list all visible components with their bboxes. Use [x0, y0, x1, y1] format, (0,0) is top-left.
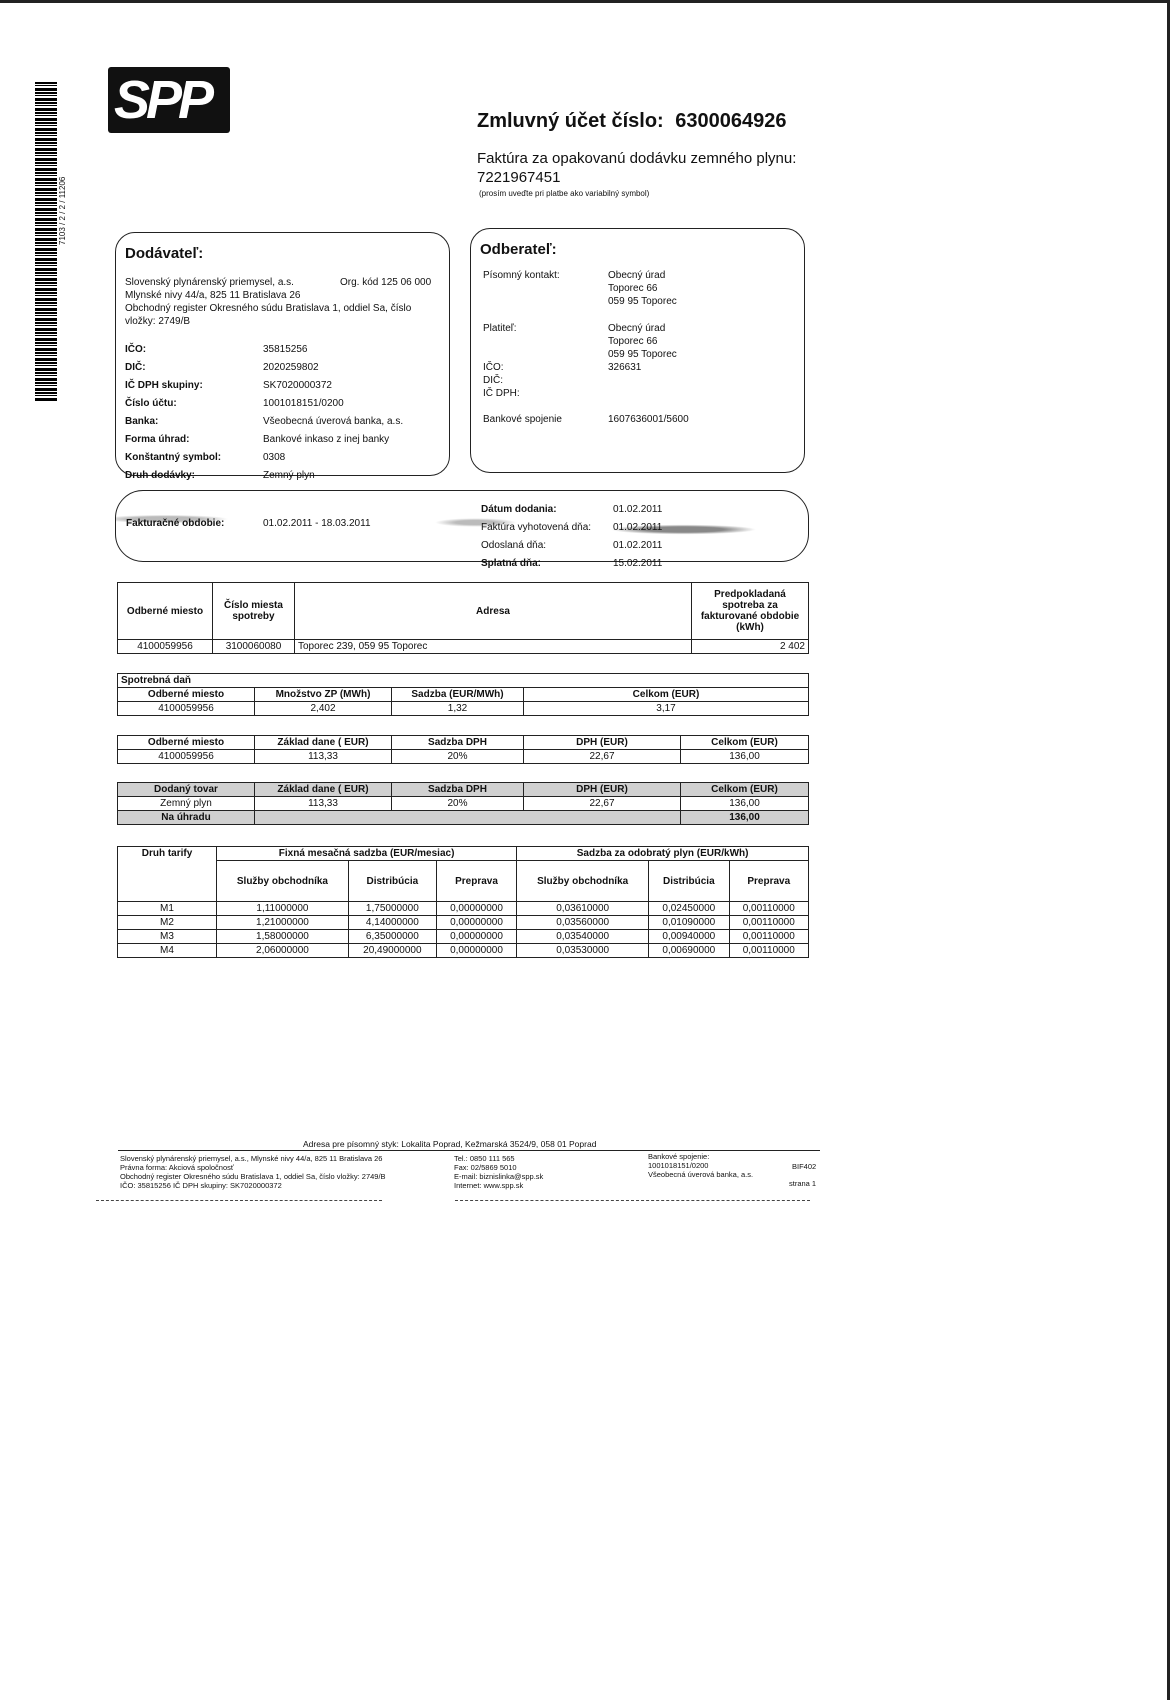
- table-cell: 20%: [392, 797, 524, 811]
- table-cell: 113,33: [255, 750, 392, 764]
- dic-label: DIČ:: [483, 375, 503, 386]
- field-value: 1001018151/0200: [263, 398, 344, 409]
- date-row: [481, 553, 662, 571]
- vat-table: [117, 735, 809, 764]
- table-header-row: [118, 783, 809, 797]
- table-cell: 0,03540000: [517, 930, 649, 944]
- bank-value: 1607636001/5600: [608, 414, 689, 425]
- column-header: DPH (EUR): [524, 736, 681, 750]
- payer-line: Toporec 66: [608, 336, 658, 347]
- table-title-row: [118, 674, 809, 688]
- column-header: Číslo miesta spotreby: [213, 583, 295, 640]
- supplier-field: [125, 447, 403, 465]
- field-value: 0308: [263, 452, 286, 463]
- contact-block: [608, 269, 677, 308]
- date-value: 01.02.2011: [613, 522, 663, 533]
- field-label: IČ DPH skupiny:: [125, 380, 203, 391]
- table-cell: 0,01090000: [649, 916, 729, 930]
- logo-text: SPP: [114, 70, 211, 130]
- bank-label: Bankové spojenie: [483, 414, 562, 425]
- supplier-fields: [125, 339, 403, 483]
- invoice-number: 7221967451: [477, 169, 561, 186]
- table-cell: 2,06000000: [217, 944, 349, 958]
- total-value: 136,00: [681, 811, 809, 825]
- table-cell: 22,67: [524, 750, 681, 764]
- total-spacer: [255, 811, 681, 825]
- footer-line: Právna forma: Akciová spoločnosť: [120, 1163, 234, 1172]
- footer-bottom-rule: [455, 1200, 810, 1201]
- icdph-label: IČ DPH:: [483, 388, 520, 399]
- supplier-line2: Mlynské nivy 44/a, 825 11 Bratislava 26: [125, 290, 301, 301]
- footer-line: 1001018151/0200: [648, 1161, 709, 1170]
- column-header: DPH (EUR): [524, 783, 681, 797]
- column-header: Odberné miesto: [118, 583, 213, 640]
- table-subheader-row: [118, 861, 809, 902]
- table-cell: 6,35000000: [348, 930, 436, 944]
- customer-box: [470, 228, 805, 473]
- table-cell: 0,00000000: [436, 902, 516, 916]
- supplier-field: [125, 411, 403, 429]
- supplier-field: [125, 375, 403, 393]
- group-header: Sadzba za odobratý plyn (EUR/kWh): [517, 847, 809, 861]
- field-label: Forma úhrad:: [125, 434, 190, 445]
- excise-table: [117, 673, 809, 716]
- table-cell: 0,03560000: [517, 916, 649, 930]
- table-cell: 1,11000000: [217, 902, 349, 916]
- column-header: Odberné miesto: [118, 736, 255, 750]
- table-title: Spotrebná daň: [118, 674, 809, 688]
- table-cell: 136,00: [681, 797, 809, 811]
- footer-page: strana 1: [789, 1179, 817, 1188]
- field-value: SK7020000372: [263, 380, 332, 391]
- table-cell: Zemný plyn: [118, 797, 255, 811]
- contact-line: Obecný úrad: [608, 270, 666, 281]
- period-value: 01.02.2011 - 18.03.2011: [263, 518, 371, 529]
- tariff-table: [117, 846, 809, 958]
- column-header: Základ dane ( EUR): [255, 736, 392, 750]
- footer-line: Internet: www.spp.sk: [454, 1181, 524, 1190]
- column-header: Celkom (EUR): [681, 736, 809, 750]
- column-header: Množstvo ZP (MWh): [255, 688, 392, 702]
- footer-line: IČO: 35815256 IČ DPH skupiny: SK7020000372: [120, 1181, 282, 1190]
- payer-line: Obecný úrad: [608, 323, 666, 334]
- goods-table: [117, 782, 809, 825]
- table-cell: Toporec 239, 059 95 Toporec: [295, 640, 692, 654]
- footer-line: Slovenský plynárenský priemysel, a.s., Mlynské nivy 44/a, 825 11 Bratislava 26: [120, 1154, 383, 1163]
- table-cell: 1,58000000: [217, 930, 349, 944]
- table-cell: 0,03530000: [517, 944, 649, 958]
- dates-block: [481, 499, 662, 571]
- footer-line: Všeobecná úverová banka, a.s.: [648, 1170, 754, 1179]
- table-cell: 22,67: [524, 797, 681, 811]
- payer-block: [608, 322, 677, 374]
- column-header: Sadzba DPH: [392, 736, 524, 750]
- table-row: [118, 930, 809, 944]
- column-header: Služby obchodníka: [517, 861, 649, 902]
- table-cell: 0,00110000: [729, 902, 808, 916]
- supplier-line4: vložky: 2749/B: [125, 316, 191, 327]
- column-header: Služby obchodníka: [217, 861, 349, 902]
- ico-label: IČO:: [483, 362, 504, 373]
- period-label: Fakturačné obdobie:: [126, 518, 225, 529]
- total-label: Na úhradu: [118, 811, 255, 825]
- field-value: Zemný plyn: [263, 470, 315, 481]
- account-title: [477, 110, 787, 133]
- table-header-row: [118, 688, 809, 702]
- supplier-field: [125, 465, 403, 483]
- field-label: IČO:: [125, 344, 147, 355]
- column-header: Základ dane ( EUR): [255, 783, 392, 797]
- supplier-line3: Obchodný register Okresného súdu Bratislava 1, oddiel Sa, číslo: [125, 303, 412, 314]
- date-value: 01.02.2011: [613, 540, 663, 551]
- date-label: Splatná dňa:: [481, 558, 542, 569]
- column-header: Odberné miesto: [118, 688, 255, 702]
- table-header-row: [118, 583, 809, 640]
- field-label: Banka:: [125, 416, 159, 427]
- footer-rule: [118, 1150, 820, 1151]
- supplier-title: Dodávateľ:: [125, 245, 204, 262]
- supplier-field: [125, 339, 403, 357]
- date-label: Faktúra vyhotovená dňa:: [481, 522, 592, 533]
- table-row: [118, 702, 809, 716]
- contact-label: Písomný kontakt:: [483, 270, 560, 281]
- table-cell: 0,02450000: [649, 902, 729, 916]
- column-header: Preprava: [436, 861, 516, 902]
- invoice-note: (prosím uveďte pri platbe ako variabilný symbol): [479, 189, 650, 198]
- table-cell: 0,00000000: [436, 916, 516, 930]
- account-label: Zmluvný účet číslo:: [477, 110, 664, 132]
- footer-line: E-mail: biznislinka@spp.sk: [454, 1172, 544, 1181]
- footer-code: BIF402: [792, 1162, 817, 1171]
- field-label: Číslo účtu:: [125, 398, 177, 409]
- payer-line: 326631: [608, 362, 642, 373]
- table-cell: M3: [118, 930, 217, 944]
- table-cell: 113,33: [255, 797, 392, 811]
- column-header: Distribúcia: [348, 861, 436, 902]
- table-cell: 1,75000000: [348, 902, 436, 916]
- column-header: Distribúcia: [649, 861, 729, 902]
- field-value: 2020259802: [263, 362, 319, 373]
- table-row: [118, 797, 809, 811]
- table-cell: 0,00940000: [649, 930, 729, 944]
- table-cell: 3,17: [524, 702, 809, 716]
- table-cell: 0,00110000: [729, 930, 808, 944]
- supplier-org-code: Org. kód 125 06 000: [340, 277, 432, 288]
- table-cell: 4100059956: [118, 702, 255, 716]
- footer-line: Bankové spojenie:: [648, 1152, 710, 1161]
- table-row: [118, 902, 809, 916]
- table-cell: 1,32: [392, 702, 524, 716]
- table-cell: 0,00690000: [649, 944, 729, 958]
- table-cell: 0,00000000: [436, 944, 516, 958]
- footer-line: Obchodný register Okresného súdu Bratislava 1, oddiel Sa, číslo vložky: 2749/B: [120, 1172, 386, 1181]
- table-cell: 0,03610000: [517, 902, 649, 916]
- footer-line: Tel.: 0850 111 565: [454, 1154, 515, 1163]
- total-row: [118, 811, 809, 825]
- customer-title: Odberateľ:: [480, 241, 557, 258]
- payer-label: Platiteľ:: [483, 323, 517, 334]
- column-header: Celkom (EUR): [681, 783, 809, 797]
- supplier-field: [125, 393, 403, 411]
- supplier-field: [125, 429, 403, 447]
- date-label: Dátum dodania:: [481, 504, 557, 515]
- date-row: [481, 499, 662, 517]
- supplier-box: [115, 232, 450, 481]
- table-cell: 4100059956: [118, 640, 213, 654]
- spp-logo: [108, 67, 230, 133]
- table-cell: 3100060080: [213, 640, 295, 654]
- field-label: DIČ:: [125, 362, 146, 373]
- column-header: Dodaný tovar: [118, 783, 255, 797]
- field-value: 35815256: [263, 344, 308, 355]
- field-value: Bankové inkaso z inej banky: [263, 434, 390, 445]
- table-cell: 1,21000000: [217, 916, 349, 930]
- table-cell: 20,49000000: [348, 944, 436, 958]
- table-header-row: [118, 847, 809, 861]
- supplier-field: [125, 357, 403, 375]
- table-cell: M2: [118, 916, 217, 930]
- table-cell: M4: [118, 944, 217, 958]
- table-cell: 2,402: [255, 702, 392, 716]
- field-value: Všeobecná úverová banka, a.s.: [263, 416, 404, 427]
- table-cell: 4100059956: [118, 750, 255, 764]
- table-row: [118, 750, 809, 764]
- consumption-table: [117, 582, 809, 654]
- footer-bottom-rule: [96, 1200, 382, 1201]
- column-header: Predpokladaná spotreba za fakturované obdobie (kWh): [692, 583, 809, 640]
- footer-col1: [120, 1154, 386, 1190]
- side-code: 7103 / 2 / 2 / 11206: [58, 176, 67, 245]
- table-cell: 4,14000000: [348, 916, 436, 930]
- table-cell: 0,00000000: [436, 930, 516, 944]
- table-cell: 20%: [392, 750, 524, 764]
- date-value: 01.02.2011: [613, 504, 663, 515]
- payer-line: 059 95 Toporec: [608, 349, 677, 360]
- table-cell: M1: [118, 902, 217, 916]
- table-cell: 0,00110000: [729, 944, 808, 958]
- invoice-label: Faktúra za opakovanú dodávku zemného plynu:: [477, 150, 797, 167]
- table-header-row: [118, 736, 809, 750]
- column-header: Sadzba (EUR/MWh): [392, 688, 524, 702]
- column-header: Druh tarify: [118, 847, 217, 902]
- footer-col3: [648, 1152, 753, 1179]
- barcode: [35, 82, 57, 402]
- column-header: Preprava: [729, 861, 808, 902]
- footer-address: Adresa pre písomný styk: Lokalita Poprad, Kežmarská 3524/9, 058 01 Poprad: [303, 1139, 597, 1149]
- column-header: Adresa: [295, 583, 692, 640]
- date-label: Odoslaná dňa:: [481, 540, 547, 551]
- group-header: Fixná mesačná sadzba (EUR/mesiac): [217, 847, 517, 861]
- footer-line: Fax: 02/5869 5010: [454, 1163, 517, 1172]
- table-row: [118, 944, 809, 958]
- column-header: Celkom (EUR): [524, 688, 809, 702]
- date-row: [481, 517, 662, 535]
- date-row: [481, 535, 662, 553]
- period-box: [115, 490, 809, 569]
- supplier-line1: Slovenský plynárenský priemysel, a.s.: [125, 277, 294, 288]
- contact-line: 059 95 Toporec: [608, 296, 677, 307]
- date-value: 15.02.2011: [613, 558, 663, 569]
- account-number: 6300064926: [675, 110, 787, 132]
- field-label: Konštantný symbol:: [125, 452, 222, 463]
- table-cell: 0,00110000: [729, 916, 808, 930]
- column-header: Sadzba DPH: [392, 783, 524, 797]
- field-label: Druh dodávky:: [125, 470, 196, 481]
- table-cell: 136,00: [681, 750, 809, 764]
- page-edge-top: [0, 0, 1170, 3]
- contact-line: Toporec 66: [608, 283, 658, 294]
- table-row: [118, 916, 809, 930]
- table-row: [118, 640, 809, 654]
- footer-col2: [454, 1154, 543, 1190]
- table-cell: 2 402: [692, 640, 809, 654]
